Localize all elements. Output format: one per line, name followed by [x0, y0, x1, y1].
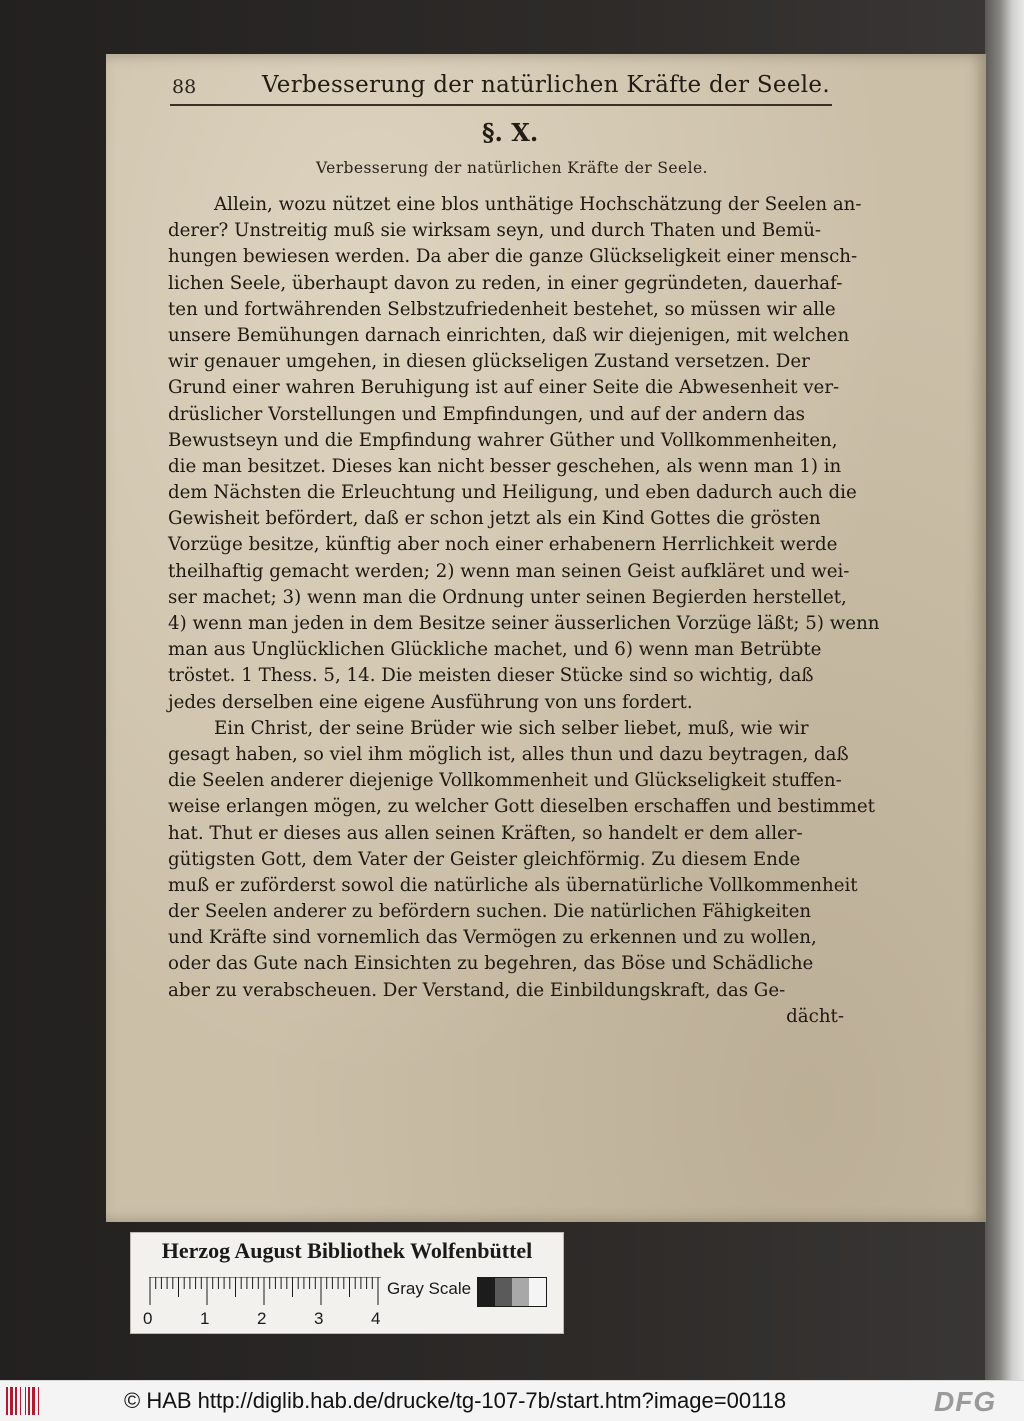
- library-label: [130, 1232, 564, 1334]
- gray-scale-swatches: [477, 1277, 547, 1307]
- ruler-number: 0: [143, 1309, 153, 1328]
- text-line: wir genauer umgehen, in diesen glückseligen Zustand versetzen. Der: [168, 351, 810, 373]
- dfg-logo: DFG: [934, 1386, 997, 1417]
- text-line: gütigsten Gott, dem Vater der Geister gleichförmig. Zu diesem Ende: [168, 848, 801, 870]
- barcode-bar: [10, 1387, 13, 1415]
- text-line: jedes derselben eine eigene Ausführung von uns fordert.: [168, 691, 693, 713]
- ruler-number: 1: [200, 1309, 210, 1328]
- text-line: lichen Seele, überhaupt davon zu reden, in einer gegründeten, dauerhaf-: [168, 272, 843, 294]
- section-mark: §. X.: [482, 118, 539, 147]
- section-title: Verbesserung der natürlichen Kräfte der Seele.: [316, 159, 708, 177]
- ruler-number: 2: [257, 1309, 267, 1328]
- text-line: und Kräfte sind vornemlich das Vermögen zu erkennen und zu wollen,: [168, 927, 817, 949]
- text-line: die man besitzet. Dieses kan nicht besser geschehen, als wenn man 1) in: [168, 455, 842, 477]
- text-line: aber zu verabscheuen. Der Verstand, die Einbildungskraft, das Ge-: [168, 979, 786, 1001]
- gray-swatch: [495, 1278, 512, 1306]
- gray-swatch: [512, 1278, 529, 1306]
- barcode-bar: [25, 1387, 26, 1415]
- text-line: 4) wenn man jeden in dem Besitze seiner äusserlichen Vorzüge läßt; 5) wenn: [168, 613, 880, 634]
- text-line: Vorzüge besitze, künftig aber noch einer erhabenern Herrlichkeit werde: [168, 534, 838, 556]
- barcode-bar: [28, 1387, 30, 1415]
- barcode-bar: [6, 1387, 8, 1415]
- text-line: derer? Unstreitig muß sie wirksam seyn, und durch Thaten und Bemü-: [168, 220, 822, 242]
- text-line: weise erlangen mögen, zu welcher Gott dieselben erschaffen und bestimmet: [168, 796, 875, 818]
- gray-swatch: [478, 1278, 495, 1306]
- page-number: 88: [172, 76, 197, 98]
- footer-bar: [0, 1380, 1024, 1421]
- text-line: ser machet; 3) wenn man die Ordnung unter seinen Begierden herstellet,: [168, 586, 847, 608]
- barcode-bar: [38, 1387, 39, 1415]
- catchword: dächt-: [786, 1005, 844, 1027]
- ruler-number: 3: [314, 1309, 324, 1328]
- ruler-numbers: [143, 1309, 383, 1329]
- body-text: [168, 192, 880, 1030]
- text-line: tröstet. 1 Thess. 5, 14. Die meisten dieser Stücke sind so wichtig, daß: [168, 665, 814, 687]
- text-line: muß er zuförderst sowol die natürliche als übernatürliche Vollkommenheit: [168, 874, 858, 896]
- text-line: hungen bewiesen werden. Da aber die ganze Glückseligkeit einer mensch-: [168, 246, 858, 268]
- barcode-icon: [6, 1387, 46, 1415]
- text-line: Bewustseyn und die Empfindung wahrer Güther und Vollkommenheiten,: [168, 429, 838, 451]
- text-line: die Seelen anderer diejenige Vollkommenheit und Glückseligkeit stuffen-: [168, 770, 842, 792]
- text-line: unsere Bemühungen darnach einrichten, daß wir diejenigen, mit welchen: [168, 324, 850, 346]
- gray-scale-label: Gray Scale: [387, 1279, 472, 1298]
- barcode-bar: [32, 1387, 35, 1415]
- text-line: gesagt haben, so viel ihm möglich ist, alles thun und dazu beytragen, daß: [168, 743, 849, 765]
- text-line: man aus Unglücklichen Glückliche machet, und 6) wenn man Betrübte: [168, 639, 822, 661]
- text-line: der Seelen anderer zu befördern suchen. Die natürlichen Fähigkeiten: [168, 901, 812, 923]
- head-rule: [170, 104, 832, 106]
- running-head: Verbesserung der natürlichen Kräfte der Seele.: [262, 72, 830, 98]
- gray-swatch: [529, 1278, 546, 1306]
- ruler-number: 4: [371, 1309, 381, 1328]
- barcode-bar: [15, 1387, 17, 1415]
- text-line: Ein Christ, der seine Brüder wie sich selber liebet, muß, wie wir: [214, 717, 809, 739]
- text-line: hat. Thut er dieses aus allen seinen Kräften, so handelt er dem aller-: [168, 822, 803, 844]
- text-line: Gewisheit befördert, daß er schon jetzt als ein Kind Gottes die grösten: [168, 508, 821, 530]
- library-name: Herzog August Bibliothek Wolfenbüttel: [161, 1238, 533, 1263]
- text-line: drüslicher Vorstellungen und Empfindungen, und auf der andern das: [168, 403, 806, 425]
- ruler: [149, 1277, 381, 1307]
- text-line: dem Nächsten die Erleuchtung und Heiligung, und eben dadurch auch die: [168, 482, 857, 504]
- text-line: theilhaftig gemacht werden; 2) wenn man seinen Geist aufkläret und wei-: [168, 560, 850, 582]
- text-line: oder das Gute nach Einsichten zu begehren, das Böse und Schädliche: [168, 953, 814, 975]
- footer-url[interactable]: © HAB http://diglib.hab.de/drucke/tg-107-7b/start.htm?image=00118: [124, 1388, 787, 1413]
- barcode-bar: [20, 1387, 21, 1415]
- text-line: Allein, wozu nützet eine blos unthätige Hochschätzung der Seelen an-: [214, 194, 862, 215]
- scan-edge-strip: [985, 0, 1024, 1380]
- text-line: ten und fortwährenden Selbstzufriedenheit bestehet, so müssen wir alle: [168, 298, 836, 320]
- text-line: Grund einer wahren Beruhigung ist auf einer Seite die Abwesenheit ver-: [168, 377, 840, 399]
